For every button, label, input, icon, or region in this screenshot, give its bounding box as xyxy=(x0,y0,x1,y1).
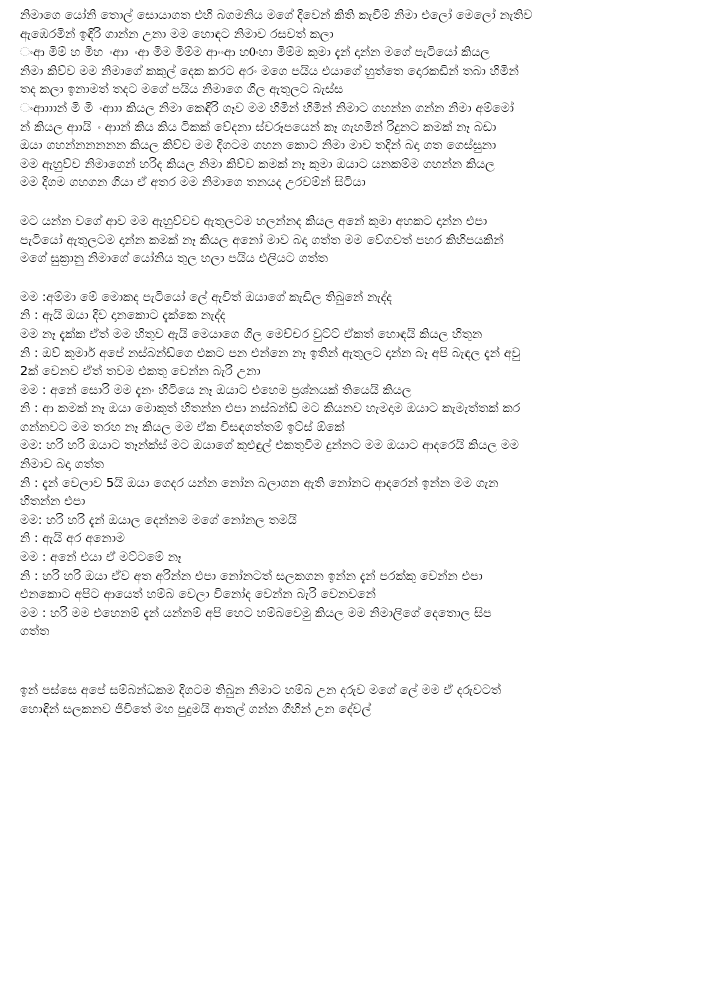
text-line: මගේ සුක්‍රානු නිමාගේ යෝනිය තුල හලා පයිය එලියට ගත්ත xyxy=(20,250,328,266)
text-line: නි : දැන් වෙලාව 5යි ඔයා ගෙදර යන්න නෝන බලාගන ඇති නෝනට ආදරෙන් ඉන්න මම ගැන xyxy=(20,474,499,490)
text-line: මම: හරි හරි ඔයාට තෑන්ක්ස් මට ඔයාගේ කුළුඳුල් එකතුවීම දුන්නට මම ඔයාට ආදරෙයි කියල මම xyxy=(20,437,519,453)
text-line: නිමාගෙ යෝනි තොල් සොයාගත එහි බගමනිය මගේ දිවෙන් කිති කැවීම් නිමා එලෝ මෙලෝ නැතිව xyxy=(20,7,533,22)
text-line: නි : ඇයි ඔයා දිව දානකොට දැක්කෙ නැද්ද xyxy=(20,307,226,323)
paragraph-spacer xyxy=(20,641,688,681)
text-line: හිතන්න එපා xyxy=(20,493,86,509)
paragraph-3-dialogue xyxy=(20,288,688,641)
text-line: න් කියල ආායි ං ආාන් කිය කිය ටිකක් වේදනා ස්වරූපයෙන් කෑ ගැහමින් රිදුනට කමක් නෑ බඩා xyxy=(20,118,497,134)
text-line: ංආ මිම් හ මිහ ංආා ංආ මිම මිම්ම ආංංආ හ0ංහා මිම්ම කුමා දැන් දාන්න මගේ පැටියෝ කියල xyxy=(20,44,490,60)
text-line: මම නෑ දැක්ක ඒත් මම හිතුව ඇයි මෙයාගෙ ගිල මෙච්චර වුට්ට් ඒකත් හොඳයි කියල හිතුන xyxy=(20,325,483,341)
text-line: නි : ආ කමක් නෑ ඔයා මොකුත් හිතන්න එපා නස්බන්ඩ් මට කියනව හැමදාම ඔයාට කැමැත්තක් කර xyxy=(20,400,521,416)
text-line: නිමාව බදා ගත්ත xyxy=(20,456,104,472)
paragraph-spacer xyxy=(20,192,688,212)
text-line: නි : ඔව් කුමාර් අපේ නස්බන්ඩ්ගෙ එකට පන එන්නෙ නෑ ඉතින් ඇතුලට දාන්න බෑ අපි බැඳල දැන් අවු xyxy=(20,344,521,360)
text-line: ගන්නවට මම තරහ නෑ කියල මම ඒක විසඳගත්තම් ඉට්ස් ඕකේ xyxy=(20,418,345,434)
text-line: මම : අනේ එයා ඒ මට්ටමේ නෑ xyxy=(20,549,182,565)
text-line: මම ඇහුව්ව නිමාගෙන් හරිද කියල නිමා කිව්ව කමක් නෑ කුමා ඔයාට යනකම්ම ගහන්න කියල xyxy=(20,155,495,171)
text-line: ඉන් පස්සෙ අපේ සම්බන්ධකම දිගටම තිබුන නිමාට හම්බ උන දරුව මගේ ලේ මම ඒ දරුවටත් xyxy=(20,682,501,697)
text-line: මම :අම්මා මේ මොකද පැටියෝ ලේ ඇවිත් ඔයාගේ කැඩිල තිබුනේ නැද්ද xyxy=(20,288,392,304)
text-line: ගත්ත xyxy=(20,623,50,639)
text-line: මම : හරි මම එහෙනම් දැන් යන්නම් අපි හෙට හම්බවෙමු කියල මම නිමාලිගේ දෙතොල සිප xyxy=(20,604,492,620)
paragraph-2 xyxy=(20,212,688,268)
text-line: තද කලා ඉනාමත් තදට මගේ පයිය නිමාගෙ ගිල ඇතුලට බැස්ස xyxy=(20,81,344,97)
text-line: නිමා කිව්ව මම නිමාගේ කකුල් දෙක කරට අරං මගෙ පයිය එයාගේ හුත්තෙ දොරකඩින් තබා හිමින් xyxy=(20,62,519,78)
paragraph-spacer xyxy=(20,268,688,288)
paragraph-4 xyxy=(20,681,688,718)
text-line: මම : අනේ සොරි මම දැනං හිටියෙ නෑ ඔයාට එහෙම ප්‍රශ්නයක් තියෙයි කියල xyxy=(20,381,412,397)
text-line: ඇඹෙරමින් ඉඳිරි ගාන්න උනා මම හොඳට නිමාව රසවත් කලා xyxy=(20,25,334,41)
text-line: එනකොට අපිට ආයෙත් හම්බ වෙලා විනෝද වෙන්න බැරි වෙනවනේ xyxy=(20,586,376,602)
text-line: ඔයා ගහන්නනනනන කියල කිව්ව මම දිගටම ගහන කොට නිමා මාව තදින් බදා ගත ගෙස්සුනා xyxy=(20,137,497,153)
text-line: නි : හරි හරි ඔයා ඒව අත අරින්න එපා නෝනටත් සලකගන ඉන්න දැන් පරක්කු වෙන්න එපා xyxy=(20,567,483,583)
text-line: 2ක් වෙනව ඒත් තවම එකතු වෙන්න බැරි උනා xyxy=(20,363,261,379)
text-line: පැටියෝ ඇතුලටම දාන්න කමක් නෑ කියල අනෝ මාව බදා ගත්ත මම වේගවත් පහර කිහිපයකින් xyxy=(20,231,504,247)
text-line: මට යන්න වගේ ආව මම ඇහුව්වව ඇතුලටම හලන්නද කියල අනේ කුමා අහකට දාන්න එපා xyxy=(20,212,488,228)
text-line: නි : ඇයි අර අනොම xyxy=(20,530,125,546)
text-line: මම දිගම ගහගන ගියා ඒ අතර මම නිමාගෙ තනයද උරවම්න් සිටියා xyxy=(20,174,366,190)
paragraph-1 xyxy=(20,6,688,192)
text-line: හොඳින් සලකනව ජිවිතේ මහ පුදුමයි ආතල් ගන්න ගිහින් උන දේවල් xyxy=(20,700,372,716)
text-line: ංආාාාන් මි මි ංආාා කියල නිමා කෙඳිරි ගෑව මම හිමින් හිමින් නිමාට ගහන්න ගන්න නිමා අම්මෝ xyxy=(20,99,514,115)
text-line: මම: හරි හරි දැන් ඔයාල දෙන්නම මගේ නෝනල තමයි xyxy=(20,511,297,527)
